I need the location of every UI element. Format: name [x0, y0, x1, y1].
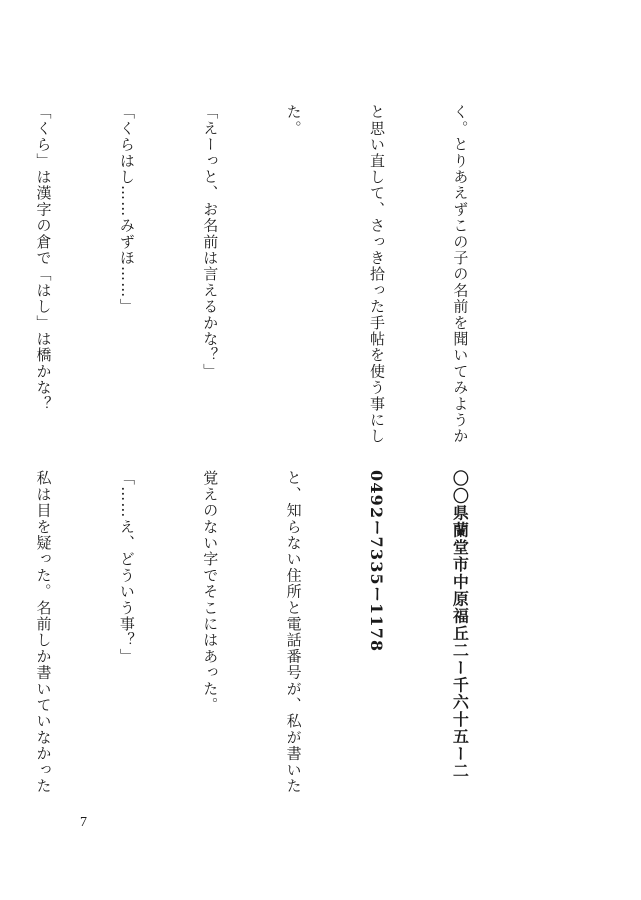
text-line: く。とりあえずこの子の名前を聞いてみようか: [451, 104, 470, 445]
page-number: 7: [80, 815, 87, 830]
text-line: と思い直して、さっき拾った手帖を使う事にし: [368, 104, 387, 445]
text-line: 「くら」は漢字の倉で「はし」は橋かな？: [34, 104, 53, 412]
text-line: 私は目を疑った。名前しか書いていなかった: [34, 470, 53, 794]
phone-number-line: 0492ー7335ー1178: [367, 470, 387, 653]
address-line: 〇〇県蘭堂市中原福丘二ー千六十五ー二: [450, 470, 470, 780]
upper-text-block: [0, 104, 529, 464]
text-line: 「くらはし……みずほ……」: [117, 104, 136, 315]
text-line: と、知らない住所と電話番号が、私が書いた: [284, 470, 303, 794]
lower-text-block: [0, 470, 529, 830]
text-line: 「……え、どういう事？」: [117, 470, 136, 665]
text-line: た。: [284, 104, 303, 137]
text-line: 覚えのない字でそこにはあった。: [201, 470, 220, 713]
text-line: 「えーっと、お名前は言えるかな？」: [201, 104, 220, 380]
